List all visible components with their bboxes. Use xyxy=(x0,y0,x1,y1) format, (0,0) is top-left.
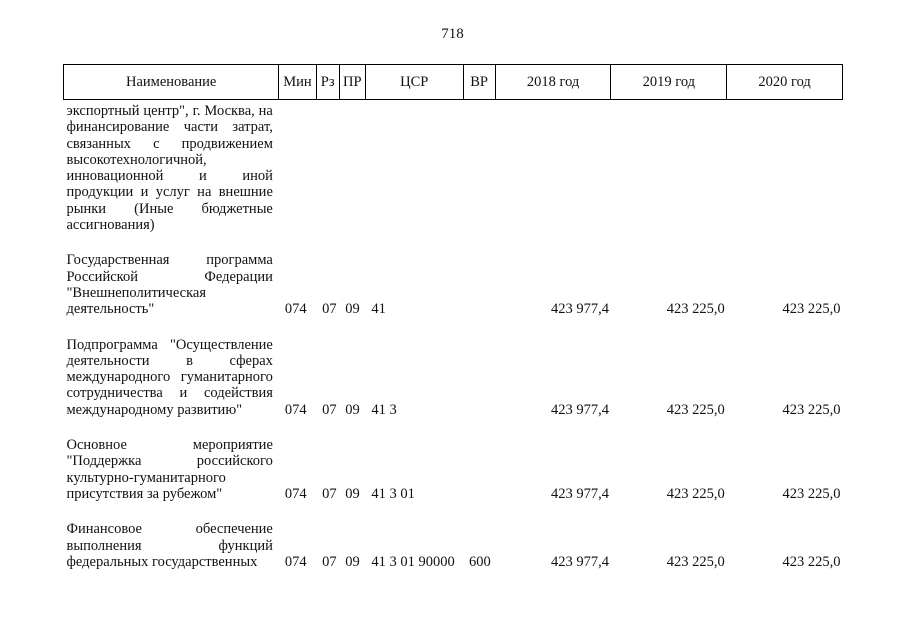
table-row xyxy=(64,100,843,234)
row-name: Основное мероприятие "Поддержка российского культурно-гуманитарного присутствия за рубежом" xyxy=(66,437,273,502)
row-rz: 07 xyxy=(322,301,337,318)
row-rz: 07 xyxy=(322,485,337,502)
row-2020: 423 225,0 xyxy=(782,553,841,570)
row-vr xyxy=(463,334,495,418)
row-spacer xyxy=(64,233,843,249)
row-pr: 09 xyxy=(345,401,360,418)
budget-table xyxy=(63,64,843,570)
row-2018: 423 977,4 xyxy=(550,553,609,570)
header-2018: 2018 год xyxy=(495,65,611,100)
row-2020: 423 225,0 xyxy=(782,301,841,318)
row-rz: 07 xyxy=(322,553,337,570)
row-pr: 09 xyxy=(345,301,360,318)
header-2020: 2020 год xyxy=(727,65,843,100)
row-spacer xyxy=(64,502,843,518)
header-csr: ЦСР xyxy=(365,65,463,100)
row-min: 074 xyxy=(284,301,307,318)
row-min: 074 xyxy=(284,553,307,570)
row-vr: 600 xyxy=(469,553,491,570)
row-csr: 41 3 01 xyxy=(371,485,415,502)
row-name: Подпрограмма "Осуществление деятельности в сферах международного гуманитарного сотрудничества и содействия международному развитию" xyxy=(66,336,273,418)
row-vr xyxy=(463,100,495,234)
row-vr xyxy=(463,249,495,317)
header-pr: ПР xyxy=(339,65,365,100)
row-csr xyxy=(365,100,463,234)
table-row xyxy=(64,518,843,570)
row-2020: 423 225,0 xyxy=(782,401,841,418)
row-2020 xyxy=(727,100,843,234)
table-row xyxy=(64,434,843,502)
header-2019: 2019 год xyxy=(611,65,727,100)
row-min xyxy=(279,100,316,234)
row-2020: 423 225,0 xyxy=(782,485,841,502)
row-2018: 423 977,4 xyxy=(550,301,609,318)
row-rz: 07 xyxy=(322,401,337,418)
page-number: 718 xyxy=(441,26,464,42)
row-2019: 423 225,0 xyxy=(666,485,725,502)
header-rz: Рз xyxy=(316,65,339,100)
row-pr xyxy=(339,100,365,234)
row-2019: 423 225,0 xyxy=(666,553,725,570)
header-name: Наименование xyxy=(64,65,279,100)
row-csr: 41 xyxy=(371,301,386,318)
row-rz xyxy=(316,100,339,234)
table-header-row xyxy=(64,65,843,100)
row-min: 074 xyxy=(284,401,307,418)
row-2019 xyxy=(611,100,727,234)
row-spacer xyxy=(64,318,843,334)
header-min: Мин xyxy=(279,65,316,100)
row-2019: 423 225,0 xyxy=(666,401,725,418)
row-name: Государственная программа Российской Федерации "Внешнеполитическая деятельность" xyxy=(66,252,273,318)
row-2019: 423 225,0 xyxy=(666,301,725,318)
row-2018: 423 977,4 xyxy=(550,485,609,502)
row-pr: 09 xyxy=(345,553,360,570)
row-csr: 41 3 xyxy=(371,401,397,418)
table-row xyxy=(64,334,843,418)
row-min: 074 xyxy=(284,485,307,502)
row-csr: 41 3 01 90000 xyxy=(371,553,455,570)
row-name: экспортный центр", г. Москва, на финансирование части затрат, связанных с продвижением высокотехнологичной, инновационной и иной продукции и услуг на внешние рынки (Иные бюджетные ассигнования) xyxy=(66,103,273,234)
table-row xyxy=(64,249,843,317)
row-2018 xyxy=(495,100,611,234)
row-2018: 423 977,4 xyxy=(550,401,609,418)
row-name: Финансовое обеспечение выполнения функций федеральных государственных xyxy=(66,521,273,570)
row-pr: 09 xyxy=(345,485,360,502)
row-spacer xyxy=(64,418,843,434)
row-vr xyxy=(463,434,495,502)
header-vr: ВР xyxy=(463,65,495,100)
